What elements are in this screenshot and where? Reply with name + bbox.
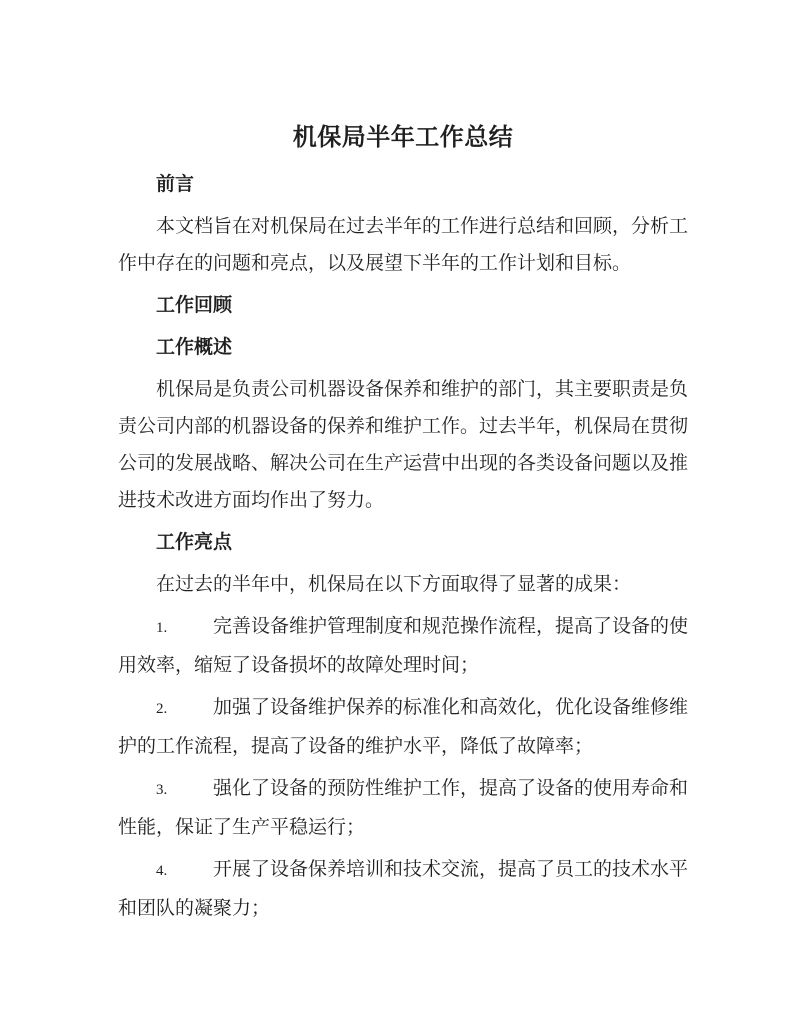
list-item-3 — [118, 770, 688, 846]
document-title: 机保局半年工作总结 — [292, 125, 514, 151]
paragraph-work-overview: 机保局是负责公司机器设备保养和维护的部门，其主要职责是负责公司内部的机器设备的保养和维护工作。过去半年，机保局在贯彻公司的发展战略、解决公司在生产运营中出现的各类设备问题以及推进技术改进方面均作出了努力。 — [118, 379, 689, 511]
list-item-1-text: 完善设备维护管理制度和规范操作流程，提高了设备的使用效率，缩短了设备损坏的故障处理时间； — [118, 616, 689, 676]
paragraph-highlights-lead: 在过去的半年中，机保局在以下方面取得了显著的成果： — [156, 574, 632, 595]
paragraph-preface: 本文档旨在对机保局在过去半年的工作进行总结和回顾，分析工作中存在的问题和亮点，以及展望下半年的工作计划和目标。 — [118, 216, 689, 274]
list-item-2-number: 2. — [156, 701, 168, 717]
list-item-3-text: 强化了设备的预防性维护工作，提高了设备的使用寿命和性能，保证了生产平稳运行； — [118, 778, 689, 838]
list-item-1-number: 1. — [156, 620, 168, 636]
list-item-2 — [118, 689, 688, 765]
heading-work-highlights: 工作亮点 — [156, 532, 233, 553]
heading-preface: 前言 — [156, 174, 195, 195]
list-item-3-number: 3. — [156, 782, 168, 798]
list-item-4-number: 4. — [156, 863, 168, 879]
heading-work-review: 工作回顾 — [156, 295, 233, 316]
list-item-1 — [118, 608, 688, 684]
list-item-4 — [118, 851, 688, 927]
list-item-2-text: 加强了设备维护保养的标准化和高效化，优化设备维修维护的工作流程，提高了设备的维护水平，降低了故障率； — [118, 697, 689, 757]
list-item-4-text: 开展了设备保养培训和技术交流，提高了员工的技术水平和团队的凝聚力； — [118, 859, 689, 919]
heading-work-overview: 工作概述 — [156, 337, 233, 358]
